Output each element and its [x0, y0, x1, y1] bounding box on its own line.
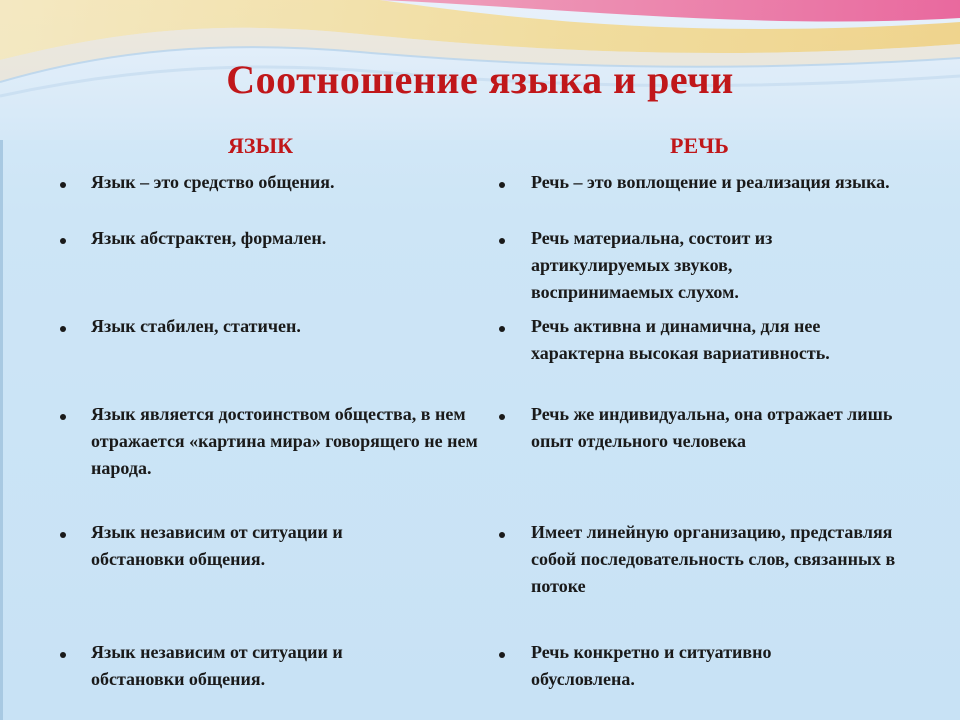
page-title: Соотношение языка и речи [226, 57, 734, 102]
language-item-2: Язык абстрактен, формален. [91, 228, 327, 248]
speech-item-2: Речь материальна, состоит из артикулируемых звуков, воспринимаемых слухом. [531, 228, 773, 302]
bullet-icon [60, 326, 66, 332]
language-item-3: Язык стабилен, статичен. [91, 316, 301, 336]
column-header-language: ЯЗЫК [228, 133, 294, 158]
speech-item-1: Речь – это воплощение и реализация языка. [531, 172, 890, 192]
speech-item-3: Речь активна и динамична, для нее характерна высокая вариативность. [531, 316, 830, 363]
bullet-icon [499, 652, 505, 658]
language-item-5: Язык независим от ситуации и обстановки общения. [91, 522, 343, 569]
bullet-icon [499, 238, 505, 244]
bullet-icon [60, 182, 66, 188]
speech-item-5: Имеет линейную организацию, представляя собой последовательность слов, связанных в потоке [531, 522, 896, 596]
bullet-icon [60, 238, 66, 244]
speech-item-6: Речь конкретно и ситуативно обусловлена. [531, 642, 772, 689]
bullet-icon [60, 414, 66, 420]
bullet-icon [499, 414, 505, 420]
language-item-4: Язык является достоинством общества, в нем отражается «картина мира» говорящего не нем народа. [91, 404, 478, 478]
bullet-icon [60, 532, 66, 538]
bullet-icon [499, 326, 505, 332]
bullet-icon [499, 532, 505, 538]
column-header-speech: РЕЧЬ [670, 133, 729, 158]
language-item-1: Язык – это средство общения. [91, 172, 335, 192]
language-item-6: Язык независим от ситуации и обстановки общения. [91, 642, 343, 689]
speech-item-4: Речь же индивидуальна, она отражает лишь опыт отдельного человека [531, 404, 893, 451]
bullet-icon [60, 652, 66, 658]
bullet-icon [499, 182, 505, 188]
